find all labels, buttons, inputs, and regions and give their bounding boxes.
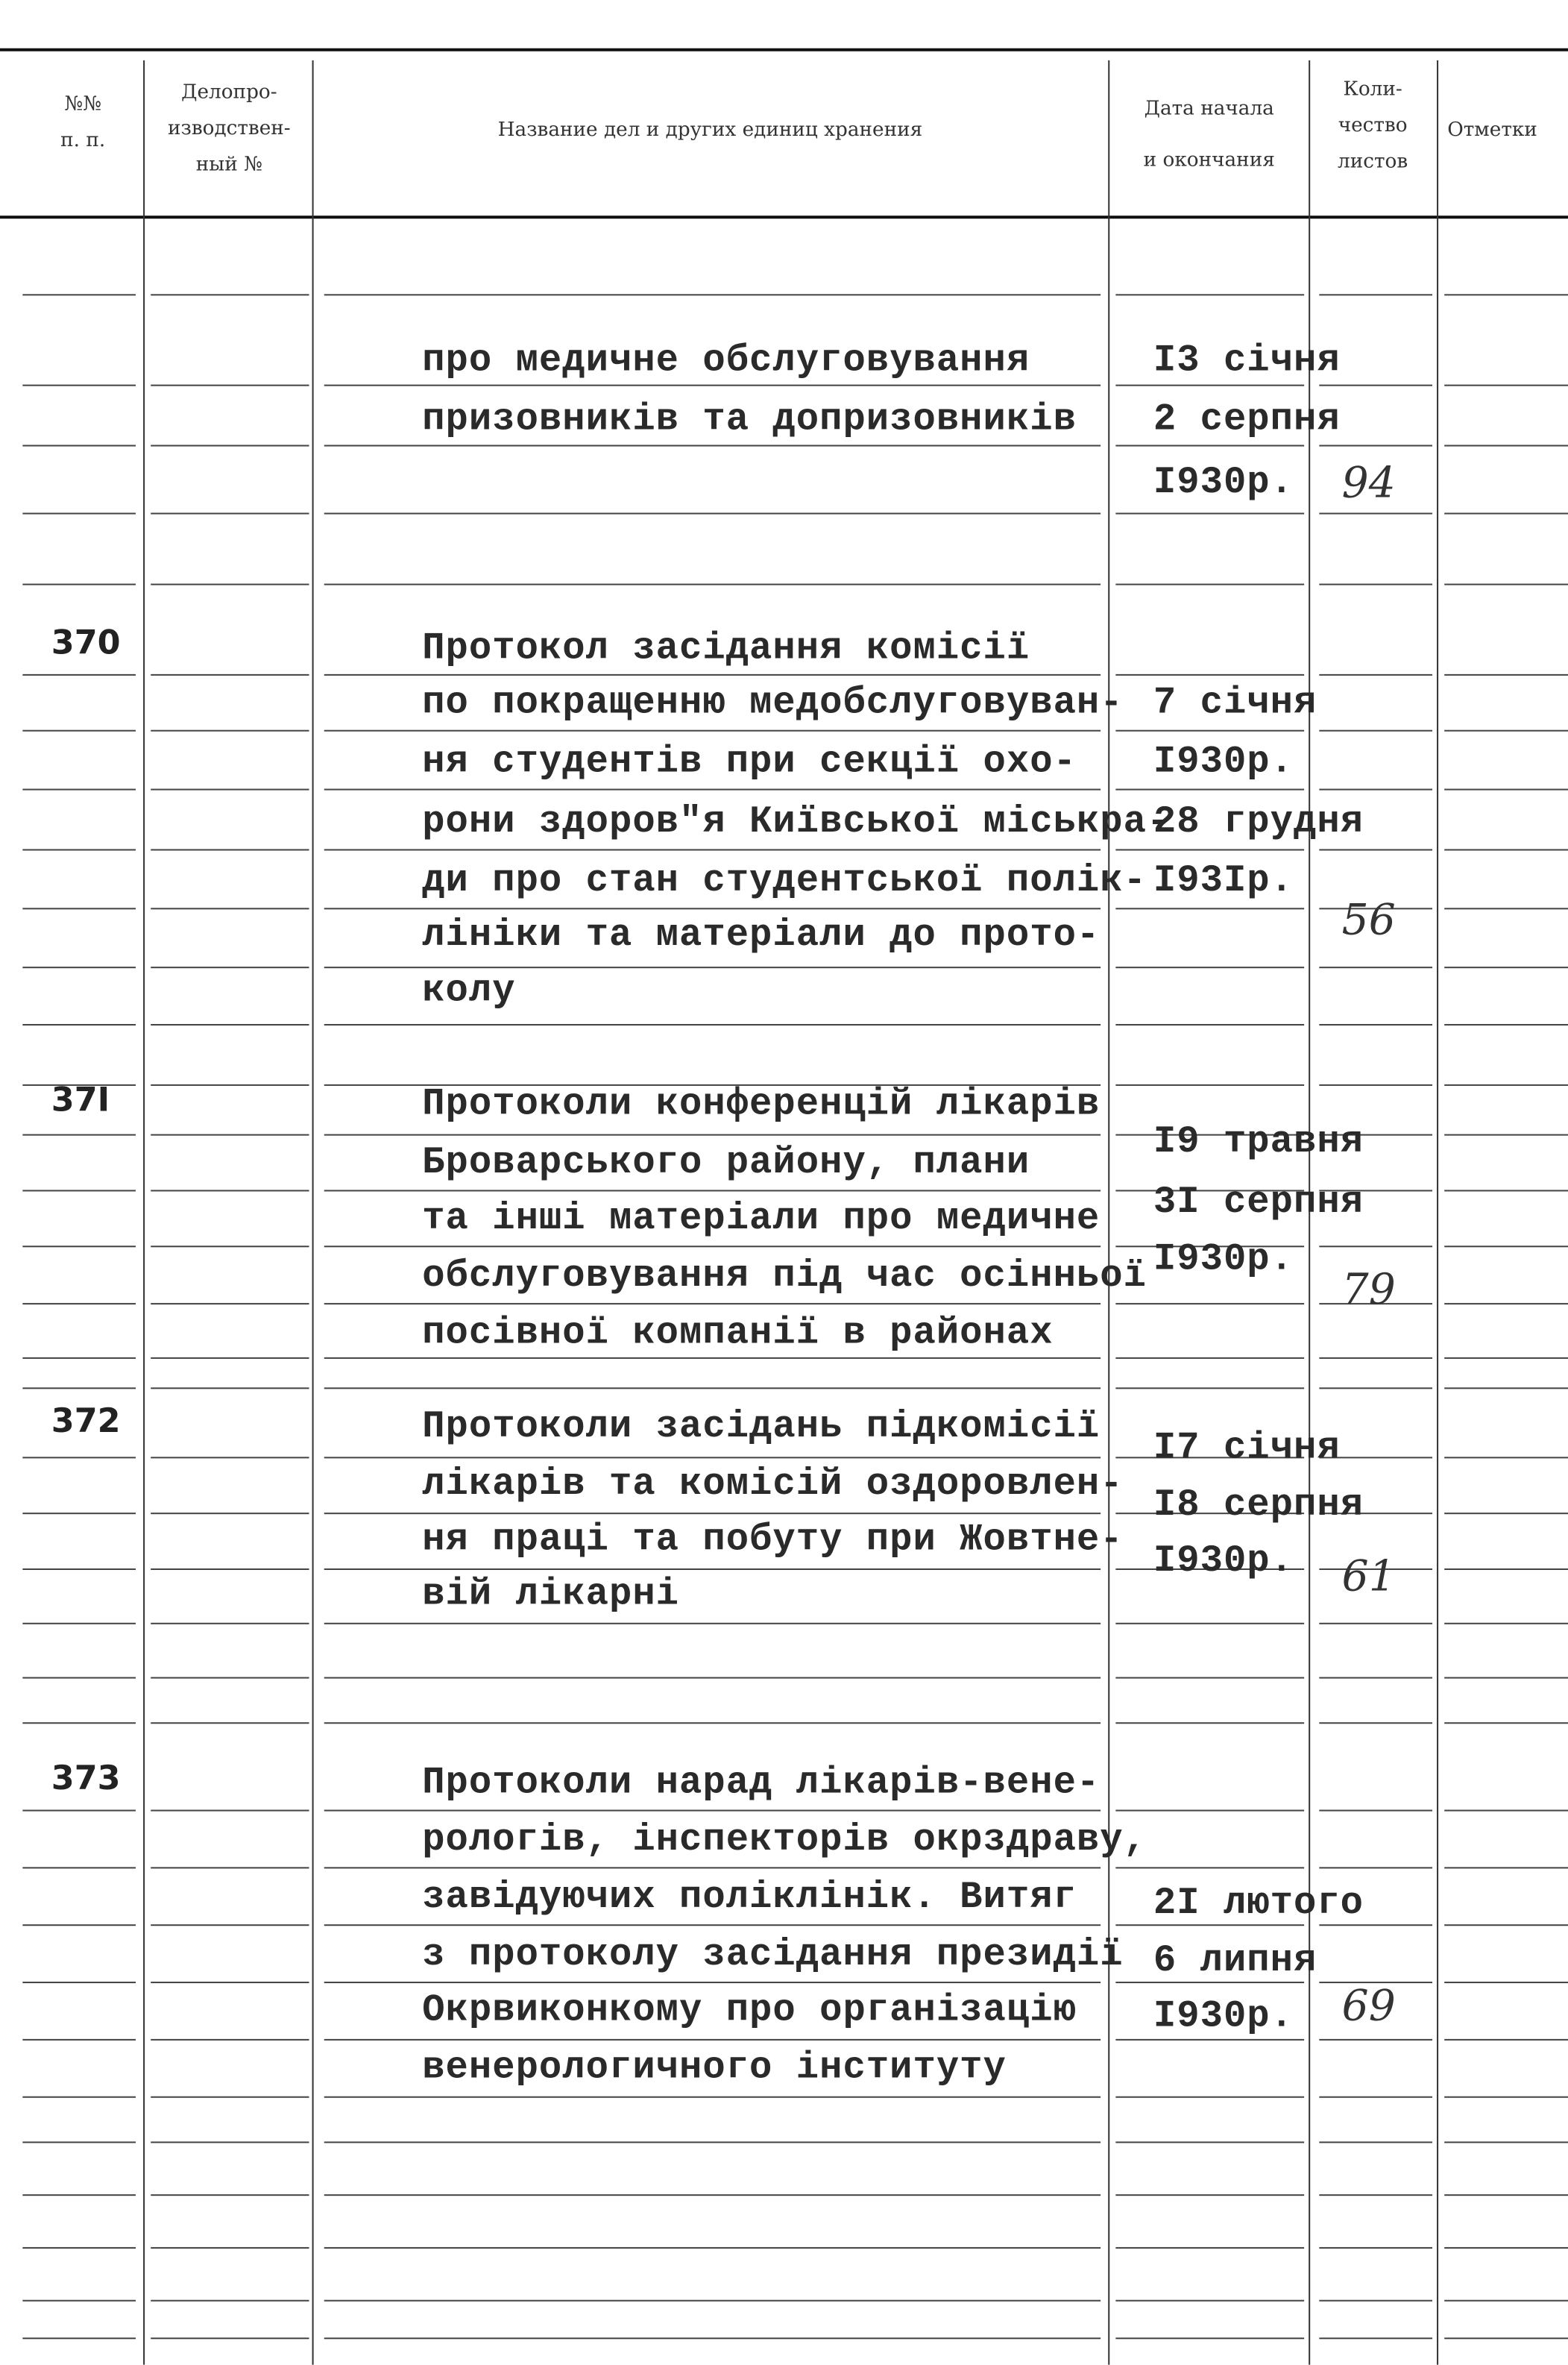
ruled-line bbox=[151, 385, 309, 386]
ruled-line bbox=[324, 908, 1101, 909]
ruled-line bbox=[1115, 2141, 1304, 2143]
ruled-line bbox=[22, 1722, 136, 1724]
ruled-line bbox=[1115, 584, 1304, 585]
ruled-line bbox=[1319, 385, 1432, 386]
ruled-line bbox=[324, 1513, 1101, 1514]
ruled-line bbox=[324, 1568, 1101, 1570]
ruled-line bbox=[1319, 730, 1432, 732]
ruled-line bbox=[1319, 2039, 1432, 2041]
ruled-line bbox=[151, 1084, 309, 1086]
ruled-line bbox=[151, 1357, 309, 1359]
ruled-line bbox=[151, 2337, 309, 2339]
ruled-line bbox=[324, 1387, 1101, 1389]
ruled-line bbox=[1444, 1867, 1568, 1868]
ruled-line bbox=[22, 1457, 136, 1458]
ruled-line bbox=[324, 1623, 1101, 1624]
top-border bbox=[0, 48, 1568, 51]
ruled-line bbox=[22, 730, 136, 732]
ruled-line bbox=[151, 967, 309, 968]
entry-title-line: рони здоров"я Київської міськра- bbox=[422, 800, 1171, 844]
ruled-line bbox=[1444, 2141, 1568, 2143]
ruled-line bbox=[151, 730, 309, 732]
entry-title-line: з протоколу засідання президії bbox=[422, 1932, 1124, 1976]
ruled-line bbox=[324, 513, 1101, 515]
header-text: и окончания bbox=[1143, 149, 1275, 172]
ruled-line bbox=[151, 2141, 309, 2143]
ruled-line bbox=[22, 1623, 136, 1624]
ruled-line bbox=[1319, 1722, 1432, 1724]
ruled-line bbox=[22, 584, 136, 585]
ruled-line bbox=[324, 2300, 1101, 2302]
ruled-line bbox=[1115, 674, 1304, 676]
ruled-line bbox=[22, 1924, 136, 1926]
ruled-line bbox=[1444, 967, 1568, 968]
ruled-line bbox=[1444, 2300, 1568, 2302]
header-case-no bbox=[146, 75, 312, 184]
ruled-line bbox=[22, 1024, 136, 1026]
ruled-line bbox=[22, 1303, 136, 1304]
header-title: Название дел и других единиц хранения bbox=[497, 119, 923, 142]
entry-date: I9 травня bbox=[1153, 1119, 1364, 1164]
ruled-line bbox=[1444, 445, 1568, 447]
ruled-line bbox=[1115, 1810, 1304, 1812]
entry-date: I8 серпня bbox=[1153, 1483, 1364, 1527]
ruled-line bbox=[1319, 1677, 1432, 1679]
ruled-line bbox=[22, 2097, 136, 2098]
ruled-line bbox=[1319, 2194, 1432, 2196]
ruled-line bbox=[324, 849, 1101, 850]
ruled-line bbox=[151, 1623, 309, 1624]
ruled-line bbox=[22, 908, 136, 909]
entry-title-line: обслуговування під час осінньої bbox=[422, 1254, 1147, 1298]
ruled-line bbox=[324, 2337, 1101, 2339]
header-text: изводствен- bbox=[167, 117, 291, 141]
ruled-line bbox=[1444, 2194, 1568, 2196]
ruled-line bbox=[1115, 294, 1304, 295]
header-text: п. п. bbox=[60, 129, 106, 153]
column-divider bbox=[1437, 60, 1438, 2365]
ruled-line bbox=[1115, 2194, 1304, 2196]
ruled-line bbox=[1444, 1568, 1568, 1570]
ruled-line bbox=[1115, 1387, 1304, 1389]
ruled-line bbox=[151, 1457, 309, 1458]
ruled-line bbox=[1444, 1246, 1568, 1247]
ruled-line bbox=[324, 1677, 1101, 1679]
ruled-line bbox=[324, 1457, 1101, 1458]
entry-title-line: ня студентів при секції охо- bbox=[422, 739, 1077, 784]
ruled-line bbox=[324, 2039, 1101, 2041]
ruled-line bbox=[151, 2194, 309, 2196]
ruled-line bbox=[1115, 908, 1304, 909]
ruled-line bbox=[151, 1568, 309, 1570]
entry-date: I930р. bbox=[1153, 1237, 1294, 1281]
header-number bbox=[38, 87, 128, 160]
ruled-line bbox=[22, 2194, 136, 2196]
ruled-line bbox=[1115, 1357, 1304, 1359]
entry-title-line: Протокол засідання комісії bbox=[422, 626, 1030, 670]
entry-title-line: лініки та матеріали до прото- bbox=[422, 913, 1101, 958]
ruled-line bbox=[1115, 730, 1304, 732]
ruled-line bbox=[1115, 1623, 1304, 1624]
entry-number: 372 bbox=[51, 1403, 121, 1442]
entry-title-line: ди про стан студентської полік- bbox=[422, 858, 1147, 903]
header-notes: Отметки bbox=[1447, 119, 1537, 142]
entry-title-line: посівної компанії в районах bbox=[422, 1311, 1054, 1355]
ruled-line bbox=[1115, 2247, 1304, 2249]
ruled-line bbox=[151, 1982, 309, 1983]
entry-date: I930р. bbox=[1153, 460, 1294, 505]
ruled-line bbox=[324, 2097, 1101, 2098]
ruled-line bbox=[1115, 2300, 1304, 2302]
entry-date: 28 грудня bbox=[1153, 800, 1364, 844]
entry-date: 2 серпня bbox=[1153, 397, 1341, 442]
entry-date: 3I серпня bbox=[1153, 1180, 1364, 1224]
header-dates bbox=[1111, 84, 1307, 187]
ruled-line bbox=[1115, 1024, 1304, 1026]
header-text: ный № bbox=[195, 154, 262, 177]
ruled-line bbox=[1319, 513, 1432, 515]
ruled-line bbox=[1319, 445, 1432, 447]
ruled-line bbox=[324, 1190, 1101, 1191]
ruled-line bbox=[324, 2247, 1101, 2249]
ruled-line bbox=[1444, 674, 1568, 676]
ruled-line bbox=[22, 445, 136, 447]
entry-title-line: завідуючих поліклінік. Витяг bbox=[422, 1875, 1077, 1920]
ruled-line bbox=[22, 1513, 136, 1514]
ruled-line bbox=[1444, 1084, 1568, 1086]
entry-title-line: Протоколи конференцій лікарів bbox=[422, 1081, 1101, 1126]
ruled-line bbox=[22, 2141, 136, 2143]
ruled-line bbox=[1444, 294, 1568, 295]
ruled-line bbox=[151, 1246, 309, 1247]
ruled-line bbox=[1115, 1677, 1304, 1679]
entry-title-line: Протоколи засідань підкомісії bbox=[422, 1404, 1101, 1449]
column-divider bbox=[312, 60, 314, 2365]
entry-sheet-count: 94 bbox=[1341, 457, 1396, 508]
header-text: чество bbox=[1338, 114, 1408, 138]
ruled-line bbox=[151, 789, 309, 791]
ruled-line bbox=[1115, 2039, 1304, 2041]
entry-sheet-count: 79 bbox=[1341, 1264, 1396, 1315]
column-divider bbox=[1108, 60, 1109, 2365]
ruled-line bbox=[324, 584, 1101, 585]
ruled-line bbox=[324, 1303, 1101, 1304]
ruled-line bbox=[1444, 584, 1568, 585]
ruled-line bbox=[22, 385, 136, 386]
entry-date: I930р. bbox=[1153, 1539, 1294, 1583]
ruled-line bbox=[22, 1134, 136, 1136]
ruled-line bbox=[151, 513, 309, 515]
header-bottom-border bbox=[0, 216, 1568, 219]
entry-date: I93Iр. bbox=[1153, 858, 1294, 903]
ruled-line bbox=[1444, 2247, 1568, 2249]
ruled-line bbox=[22, 2039, 136, 2041]
ruled-line bbox=[1319, 1084, 1432, 1086]
ruled-line bbox=[151, 2039, 309, 2041]
ruled-line bbox=[22, 1357, 136, 1359]
entry-title-line: Броварського району, плани bbox=[422, 1140, 1030, 1185]
ruled-line bbox=[22, 789, 136, 791]
entry-number: 370 bbox=[51, 625, 121, 663]
ruled-line bbox=[151, 584, 309, 585]
ruled-line bbox=[1444, 2337, 1568, 2339]
ruled-line bbox=[151, 2247, 309, 2249]
ruled-line bbox=[151, 2097, 309, 2098]
ruled-line bbox=[324, 2141, 1101, 2143]
ruled-line bbox=[1444, 1623, 1568, 1624]
ruled-line bbox=[1115, 849, 1304, 850]
entry-sheet-count: 61 bbox=[1341, 1551, 1396, 1601]
entry-number: 373 bbox=[51, 1760, 121, 1799]
ruled-line bbox=[22, 1568, 136, 1570]
ruled-line bbox=[151, 849, 309, 850]
ruled-line bbox=[324, 1024, 1101, 1026]
ruled-line bbox=[324, 1982, 1101, 1983]
entry-title-line: рологів, інспекторів окрздраву, bbox=[422, 1818, 1147, 1862]
entry-title-line: Протоколи нарад лікарів-вене- bbox=[422, 1760, 1101, 1805]
ruled-line bbox=[1115, 1303, 1304, 1304]
ruled-line bbox=[151, 1677, 309, 1679]
ruled-line bbox=[1319, 2300, 1432, 2302]
entry-date: 2I лютого bbox=[1153, 1881, 1364, 1926]
ruled-line bbox=[151, 1134, 309, 1136]
ruled-line bbox=[324, 789, 1101, 791]
ruled-line bbox=[1444, 1303, 1568, 1304]
ruled-line bbox=[22, 2337, 136, 2339]
ruled-line bbox=[1319, 1357, 1432, 1359]
entry-date: I7 січня bbox=[1153, 1425, 1341, 1470]
ruled-line bbox=[1319, 1024, 1432, 1026]
ruled-line bbox=[22, 1810, 136, 1812]
ruled-line bbox=[1319, 849, 1432, 850]
ruled-line bbox=[1115, 385, 1304, 386]
ruled-line bbox=[1319, 674, 1432, 676]
ruled-line bbox=[151, 2300, 309, 2302]
ruled-line bbox=[1444, 2039, 1568, 2041]
ruled-line bbox=[151, 445, 309, 447]
ruled-line bbox=[324, 1246, 1101, 1247]
ruled-line bbox=[1115, 967, 1304, 968]
ruled-line bbox=[324, 1810, 1101, 1812]
entry-number: 37I bbox=[51, 1081, 110, 1120]
ruled-line bbox=[1115, 1867, 1304, 1868]
ruled-line bbox=[151, 1513, 309, 1514]
entry-date: 7 січня bbox=[1153, 680, 1317, 725]
ruled-line bbox=[1444, 2097, 1568, 2098]
ruled-line bbox=[22, 294, 136, 295]
ruled-line bbox=[1115, 1722, 1304, 1724]
ruled-line bbox=[22, 967, 136, 968]
ruled-line bbox=[151, 1722, 309, 1724]
entry-title-line: вій лікарні bbox=[422, 1572, 680, 1616]
ruled-line bbox=[1444, 908, 1568, 909]
ruled-line bbox=[324, 445, 1101, 447]
ruled-line bbox=[324, 674, 1101, 676]
ruled-line bbox=[151, 1387, 309, 1389]
ruled-line bbox=[151, 674, 309, 676]
ruled-line bbox=[22, 513, 136, 515]
entry-sheet-count: 69 bbox=[1341, 1981, 1396, 2031]
entry-title-line: про медичне обслуговування bbox=[422, 338, 1030, 383]
column-divider bbox=[143, 60, 145, 2365]
ruled-line bbox=[22, 1867, 136, 1868]
ruled-line bbox=[1444, 513, 1568, 515]
ruled-line bbox=[22, 674, 136, 676]
ruled-line bbox=[324, 967, 1101, 968]
entry-title-line: колу bbox=[422, 969, 516, 1013]
ruled-line bbox=[151, 1810, 309, 1812]
ruled-line bbox=[1115, 1084, 1304, 1086]
ruled-line bbox=[324, 294, 1101, 295]
entry-title-line: лікарів та комісій оздоровлен- bbox=[422, 1462, 1124, 1507]
ruled-line bbox=[324, 385, 1101, 386]
ruled-line bbox=[324, 2194, 1101, 2196]
header-text: Делопро- bbox=[181, 81, 277, 104]
ruled-line bbox=[151, 1024, 309, 1026]
entry-title-line: по покращенню медобслуговуван- bbox=[422, 680, 1124, 725]
ruled-line bbox=[324, 1867, 1101, 1868]
ruled-line bbox=[1444, 1810, 1568, 1812]
ruled-line bbox=[1319, 1867, 1432, 1868]
ruled-line bbox=[151, 1190, 309, 1191]
entry-title-line: венерологичного інституту bbox=[422, 2045, 1007, 2090]
ruled-line bbox=[1444, 1134, 1568, 1136]
ruled-line bbox=[151, 1867, 309, 1868]
ruled-line bbox=[22, 1190, 136, 1191]
ruled-line bbox=[1319, 2247, 1432, 2249]
ruled-line bbox=[1319, 1246, 1432, 1247]
ruled-line bbox=[1115, 789, 1304, 791]
ruled-line bbox=[151, 294, 309, 295]
ruled-line bbox=[22, 1677, 136, 1679]
ruled-line bbox=[324, 1722, 1101, 1724]
entry-title-line: та інші матеріали про медичне bbox=[422, 1196, 1101, 1241]
entry-title-line: призовників та допризовників bbox=[422, 397, 1077, 442]
ruled-line bbox=[1115, 513, 1304, 515]
header-sheets bbox=[1309, 72, 1437, 181]
ruled-line bbox=[324, 730, 1101, 732]
ruled-line bbox=[22, 1982, 136, 1983]
entry-date: I3 січня bbox=[1153, 338, 1341, 383]
ruled-line bbox=[1444, 730, 1568, 732]
ruled-line bbox=[1319, 1623, 1432, 1624]
ruled-line bbox=[1319, 789, 1432, 791]
ruled-line bbox=[1444, 1190, 1568, 1191]
ruled-line bbox=[1319, 1387, 1432, 1389]
ruled-line bbox=[1444, 1513, 1568, 1514]
ruled-line bbox=[324, 1357, 1101, 1359]
ruled-line bbox=[1115, 2097, 1304, 2098]
ruled-line bbox=[1444, 1457, 1568, 1458]
ruled-line bbox=[22, 849, 136, 850]
ruled-line bbox=[1444, 1387, 1568, 1389]
ruled-line bbox=[1444, 1024, 1568, 1026]
entry-title-line: Окрвиконкому про організацію bbox=[422, 1988, 1077, 2032]
ruled-line bbox=[151, 1303, 309, 1304]
ruled-line bbox=[22, 2247, 136, 2249]
ruled-line bbox=[1319, 2141, 1432, 2143]
header-text: Дата начала bbox=[1144, 98, 1274, 121]
header-text: Коли- bbox=[1343, 78, 1402, 101]
entry-date: I930р. bbox=[1153, 1994, 1294, 2038]
ruled-line bbox=[324, 1134, 1101, 1136]
ruled-line bbox=[1444, 849, 1568, 850]
entry-title-line: ня праці та побуту при Жовтне- bbox=[422, 1518, 1124, 1562]
ruled-line bbox=[1444, 1982, 1568, 1983]
ruled-line bbox=[151, 1924, 309, 1926]
entry-sheet-count: 56 bbox=[1341, 895, 1396, 945]
ruled-line bbox=[1319, 584, 1432, 585]
ruled-line bbox=[22, 1387, 136, 1389]
ruled-line bbox=[1319, 967, 1432, 968]
ruled-line bbox=[1444, 1357, 1568, 1359]
ruled-line bbox=[151, 908, 309, 909]
ruled-line bbox=[1319, 2337, 1432, 2339]
ruled-line bbox=[324, 1924, 1101, 1926]
ruled-line bbox=[1319, 294, 1432, 295]
entry-date: I930р. bbox=[1153, 739, 1294, 784]
header-text: №№ bbox=[64, 93, 102, 116]
ruled-line bbox=[22, 2300, 136, 2302]
header-text: листов bbox=[1338, 151, 1408, 174]
ruled-line bbox=[1319, 2097, 1432, 2098]
ruled-line bbox=[1444, 1924, 1568, 1926]
ruled-line bbox=[1319, 1810, 1432, 1812]
ruled-line bbox=[22, 1246, 136, 1247]
ruled-line bbox=[1444, 1722, 1568, 1724]
ruled-line bbox=[1115, 2337, 1304, 2339]
entry-date: 6 липня bbox=[1153, 1938, 1317, 1983]
ruled-line bbox=[1444, 1677, 1568, 1679]
ruled-line bbox=[1115, 445, 1304, 447]
ruled-line bbox=[1444, 385, 1568, 386]
ruled-line bbox=[1444, 789, 1568, 791]
